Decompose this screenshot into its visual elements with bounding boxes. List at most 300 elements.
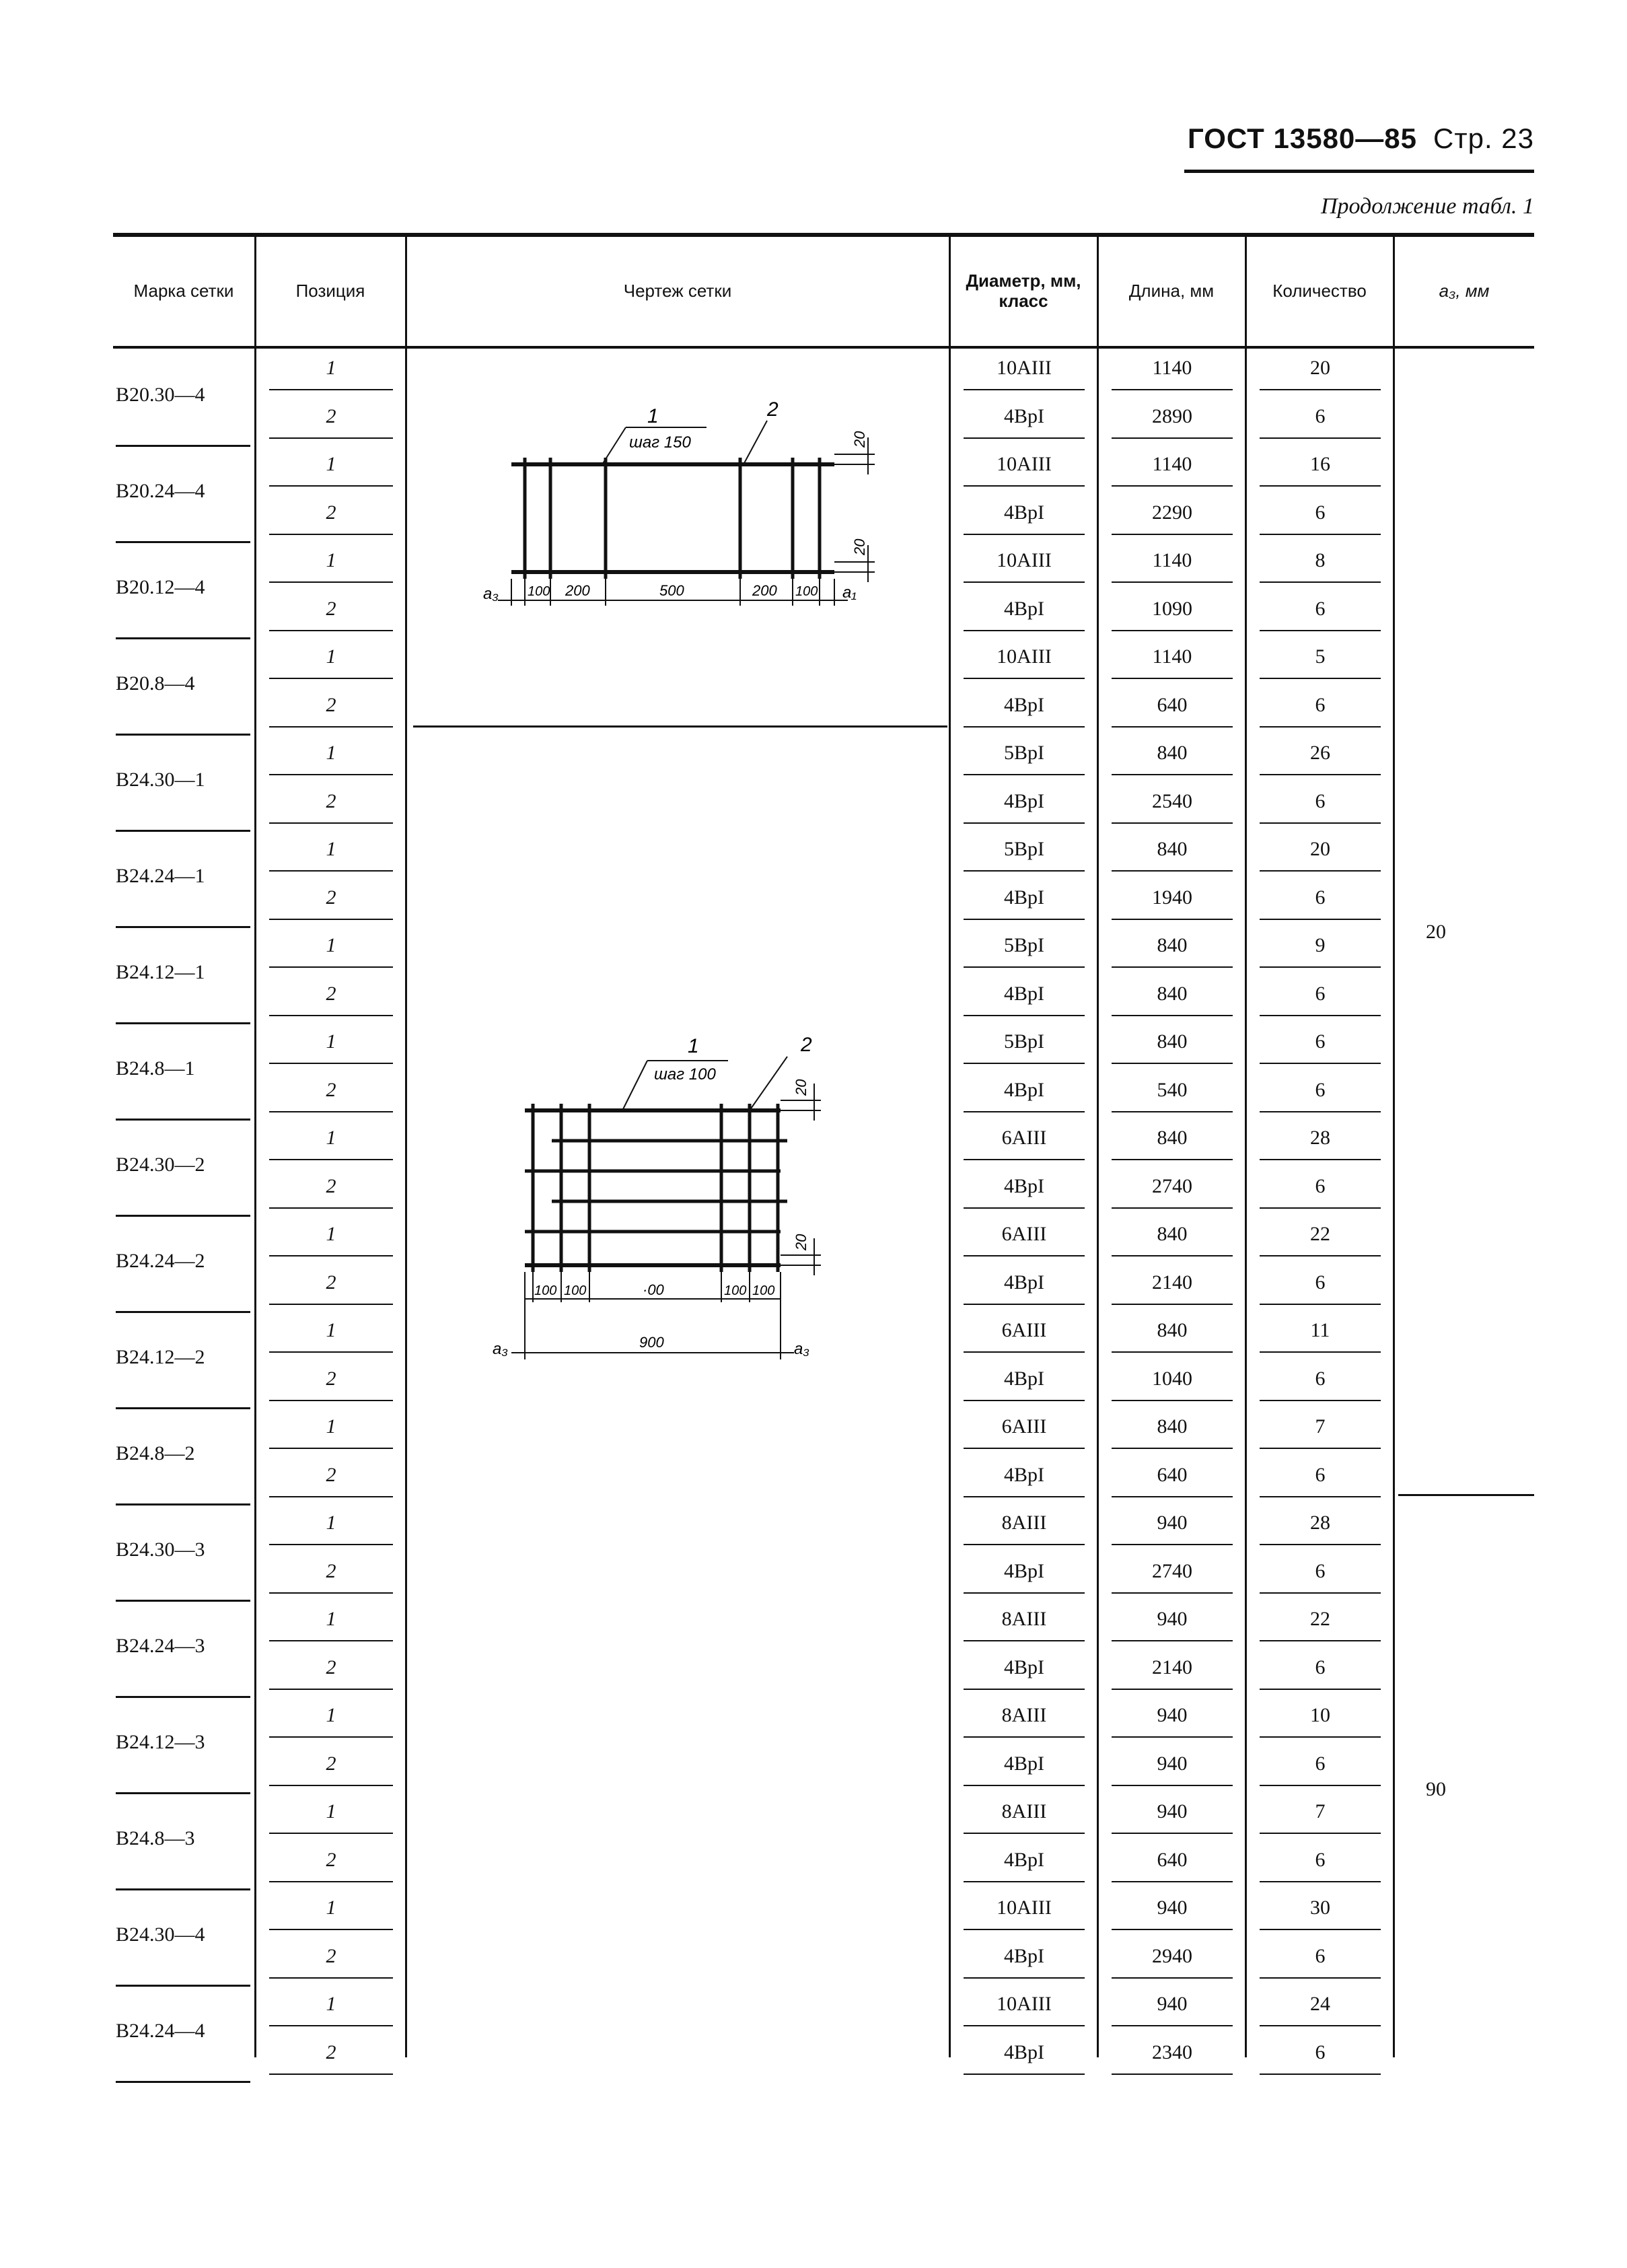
position-cell: 2 bbox=[326, 982, 336, 1005]
cell-underline bbox=[269, 966, 393, 968]
col-header-a3: a₃, мм bbox=[1439, 281, 1490, 302]
mark-divider bbox=[116, 541, 250, 543]
quantity-cell: 6 bbox=[1315, 789, 1326, 812]
position-cell: 1 bbox=[326, 549, 336, 571]
cell-underline bbox=[1112, 1255, 1233, 1256]
cell-underline bbox=[1112, 1063, 1233, 1064]
diameter-cell: 4BpI bbox=[1004, 501, 1044, 524]
length-cell: 1140 bbox=[1152, 453, 1192, 475]
table-continuation-note: Продолжение табл. 1 bbox=[1320, 194, 1534, 219]
a3-section-divider bbox=[1398, 1494, 1534, 1496]
cell-underline bbox=[269, 1063, 393, 1064]
cell-underline bbox=[964, 1785, 1085, 1786]
position-cell: 1 bbox=[326, 1512, 336, 1534]
position-cell: 1 bbox=[326, 1800, 336, 1822]
position-cell: 1 bbox=[326, 742, 336, 764]
drawing2-step: шаг 100 bbox=[654, 1065, 716, 1084]
position-cell: 2 bbox=[326, 789, 336, 812]
cell-underline bbox=[1112, 437, 1233, 439]
drawing2-dim-4: 100 bbox=[752, 1283, 775, 1298]
position-cell: 2 bbox=[326, 404, 336, 427]
mesh-mark: В20.8—4 bbox=[116, 672, 195, 695]
quantity-cell: 6 bbox=[1315, 1848, 1326, 1871]
cell-underline bbox=[1112, 1015, 1233, 1016]
cell-underline bbox=[1260, 1111, 1381, 1112]
cell-underline bbox=[269, 1881, 393, 1882]
cell-underline bbox=[964, 919, 1085, 920]
cell-underline bbox=[269, 2074, 393, 2075]
length-cell: 2290 bbox=[1152, 501, 1192, 524]
length-cell: 2140 bbox=[1152, 1656, 1192, 1678]
length-cell: 540 bbox=[1157, 1078, 1188, 1101]
cell-underline bbox=[1112, 1929, 1233, 1930]
cell-underline bbox=[964, 1592, 1085, 1594]
quantity-cell: 24 bbox=[1310, 1993, 1330, 2015]
column-divider bbox=[1097, 237, 1099, 2057]
mark-divider bbox=[116, 1503, 250, 1505]
cell-underline bbox=[1260, 1592, 1381, 1594]
quantity-cell: 7 bbox=[1315, 1800, 1326, 1822]
mesh-mark: В24.24—3 bbox=[116, 1635, 205, 1657]
page-number: Стр. 23 bbox=[1433, 122, 1534, 154]
quantity-cell: 6 bbox=[1315, 1656, 1326, 1678]
length-cell: 640 bbox=[1157, 1848, 1188, 1871]
length-cell: 2140 bbox=[1152, 1271, 1192, 1294]
cell-underline bbox=[964, 678, 1085, 679]
cell-underline bbox=[1112, 1689, 1233, 1690]
drawing1-step: шаг 150 bbox=[629, 433, 691, 452]
length-cell: 940 bbox=[1157, 1512, 1188, 1534]
drawing2-dim-bottom: 20 bbox=[793, 1234, 809, 1250]
cell-underline bbox=[1112, 389, 1233, 390]
drawing1-dim-bottom: 20 bbox=[851, 538, 868, 555]
quantity-cell: 6 bbox=[1315, 886, 1326, 909]
cell-underline bbox=[1260, 437, 1381, 439]
position-cell: 2 bbox=[326, 1463, 336, 1486]
cell-underline bbox=[964, 630, 1085, 631]
mesh-mark: В24.8—3 bbox=[116, 1827, 195, 1849]
length-cell: 2890 bbox=[1152, 404, 1192, 427]
diameter-cell: 4BpI bbox=[1004, 1848, 1044, 1871]
cell-underline bbox=[1260, 1400, 1381, 1401]
col-header-quantity: Количество bbox=[1272, 281, 1367, 302]
diameter-cell: 4BpI bbox=[1004, 404, 1044, 427]
drawing1-a-right: a₁ bbox=[842, 583, 857, 602]
cell-underline bbox=[1112, 630, 1233, 631]
diameter-cell: 4BpI bbox=[1004, 1944, 1044, 1967]
length-cell: 2740 bbox=[1152, 1174, 1192, 1197]
cell-underline bbox=[269, 1785, 393, 1786]
cell-underline bbox=[964, 581, 1085, 583]
mesh-mark: В24.30—3 bbox=[116, 1538, 205, 1561]
position-cell: 2 bbox=[326, 1848, 336, 1871]
gost-number: ГОСТ 13580—85 bbox=[1187, 122, 1418, 154]
diameter-cell: 4BpI bbox=[1004, 1463, 1044, 1486]
diameter-cell: 6AIII bbox=[1001, 1223, 1047, 1245]
cell-underline bbox=[964, 1255, 1085, 1256]
length-cell: 840 bbox=[1157, 1127, 1188, 1149]
mesh-mark: В24.24—4 bbox=[116, 2020, 205, 2042]
quantity-cell: 6 bbox=[1315, 1559, 1326, 1582]
quantity-cell: 16 bbox=[1310, 453, 1330, 475]
position-cell: 1 bbox=[326, 1608, 336, 1630]
position-cell: 2 bbox=[326, 1656, 336, 1678]
column-divider bbox=[254, 237, 256, 2057]
length-cell: 1940 bbox=[1152, 886, 1192, 909]
a3-value-lower: 90 bbox=[1426, 1778, 1446, 1800]
cell-underline bbox=[1112, 774, 1233, 775]
col-header-mark: Марка сетки bbox=[133, 281, 234, 302]
cell-underline bbox=[1260, 581, 1381, 583]
quantity-cell: 6 bbox=[1315, 1271, 1326, 1294]
length-cell: 940 bbox=[1157, 1752, 1188, 1775]
cell-underline bbox=[1260, 1207, 1381, 1209]
cell-underline bbox=[1112, 1736, 1233, 1738]
diameter-cell: 5BpI bbox=[1004, 742, 1044, 764]
cell-underline bbox=[964, 1111, 1085, 1112]
diameter-cell: 6AIII bbox=[1001, 1127, 1047, 1149]
mesh-mark: В24.8—2 bbox=[116, 1442, 195, 1464]
position-cell: 1 bbox=[326, 1319, 336, 1341]
length-cell: 840 bbox=[1157, 1223, 1188, 1245]
length-cell: 2940 bbox=[1152, 1944, 1192, 1967]
cell-underline bbox=[1112, 1207, 1233, 1209]
mark-divider bbox=[116, 1119, 250, 1121]
diameter-cell: 6AIII bbox=[1001, 1319, 1047, 1341]
diameter-cell: 5BpI bbox=[1004, 934, 1044, 956]
cell-underline bbox=[964, 2074, 1085, 2075]
position-cell: 1 bbox=[326, 645, 336, 668]
quantity-cell: 5 bbox=[1315, 645, 1326, 668]
diameter-cell: 4BpI bbox=[1004, 1078, 1044, 1101]
diameter-cell: 10AIII bbox=[997, 1897, 1052, 1919]
cell-underline bbox=[1112, 1351, 1233, 1353]
cell-underline bbox=[1112, 1881, 1233, 1882]
diameter-cell: 4BpI bbox=[1004, 1752, 1044, 1775]
cell-underline bbox=[1260, 822, 1381, 824]
drawing-section-divider bbox=[413, 725, 947, 728]
position-cell: 2 bbox=[326, 1559, 336, 1582]
drawing2-dim-3: 100 bbox=[724, 1283, 747, 1298]
drawing2-dim-1: 100 bbox=[564, 1283, 587, 1298]
quantity-cell: 30 bbox=[1310, 1897, 1330, 1919]
cell-underline bbox=[964, 1977, 1085, 1979]
cell-underline bbox=[269, 437, 393, 439]
drawing1-dim-top: 20 bbox=[851, 431, 868, 448]
cell-underline bbox=[1112, 870, 1233, 872]
cell-underline bbox=[1112, 726, 1233, 728]
cell-underline bbox=[1260, 966, 1381, 968]
drawing1-label-1: 1 bbox=[647, 405, 659, 427]
diameter-cell: 10AIII bbox=[997, 549, 1052, 571]
cell-underline bbox=[964, 389, 1085, 390]
length-cell: 840 bbox=[1157, 934, 1188, 956]
length-cell: 840 bbox=[1157, 838, 1188, 860]
cell-underline bbox=[1260, 534, 1381, 535]
cell-underline bbox=[1112, 2074, 1233, 2075]
mesh-drawing-2 bbox=[471, 1009, 848, 1373]
mark-divider bbox=[116, 445, 250, 447]
cell-underline bbox=[1260, 1015, 1381, 1016]
cell-underline bbox=[964, 1833, 1085, 1834]
cell-underline bbox=[1260, 2074, 1381, 2075]
cell-underline bbox=[1112, 919, 1233, 920]
a3-value-upper: 20 bbox=[1426, 921, 1446, 943]
cell-underline bbox=[1260, 1640, 1381, 1641]
diameter-cell: 8AIII bbox=[1001, 1800, 1047, 1822]
diameter-cell: 8AIII bbox=[1001, 1608, 1047, 1630]
cell-underline bbox=[1112, 1785, 1233, 1786]
length-cell: 840 bbox=[1157, 1030, 1188, 1053]
length-cell: 840 bbox=[1157, 1319, 1188, 1341]
cell-underline bbox=[1260, 1255, 1381, 1256]
mesh-mark: В20.12—4 bbox=[116, 576, 205, 598]
cell-underline bbox=[269, 1736, 393, 1738]
cell-underline bbox=[1112, 1833, 1233, 1834]
cell-underline bbox=[964, 966, 1085, 968]
length-cell: 1140 bbox=[1152, 549, 1192, 571]
drawing1-dim-4: 100 bbox=[795, 584, 818, 599]
mesh-mark: В24.30—1 bbox=[116, 769, 205, 791]
position-cell: 1 bbox=[326, 1704, 336, 1726]
cell-underline bbox=[269, 389, 393, 390]
length-cell: 840 bbox=[1157, 982, 1188, 1005]
cell-underline bbox=[1112, 1977, 1233, 1979]
cell-underline bbox=[964, 1640, 1085, 1641]
cell-underline bbox=[1260, 678, 1381, 679]
length-cell: 2540 bbox=[1152, 789, 1192, 812]
cell-underline bbox=[964, 534, 1085, 535]
position-cell: 2 bbox=[326, 1271, 336, 1294]
quantity-cell: 28 bbox=[1310, 1512, 1330, 1534]
cell-underline bbox=[1260, 2025, 1381, 2026]
diameter-cell: 4BpI bbox=[1004, 597, 1044, 620]
col-header-position: Позиция bbox=[295, 281, 365, 302]
length-cell: 1040 bbox=[1152, 1367, 1192, 1390]
mark-divider bbox=[116, 1407, 250, 1409]
length-cell: 940 bbox=[1157, 1704, 1188, 1726]
cell-underline bbox=[1260, 1736, 1381, 1738]
cell-underline bbox=[1112, 1159, 1233, 1160]
diameter-cell: 10AIII bbox=[997, 645, 1052, 668]
position-cell: 1 bbox=[326, 934, 336, 956]
column-divider bbox=[949, 237, 951, 2057]
cell-underline bbox=[269, 1351, 393, 1353]
cell-underline bbox=[1260, 485, 1381, 487]
mark-divider bbox=[116, 830, 250, 832]
cell-underline bbox=[964, 1496, 1085, 1497]
cell-underline bbox=[269, 1929, 393, 1930]
quantity-cell: 8 bbox=[1315, 549, 1326, 571]
diameter-cell: 5BpI bbox=[1004, 838, 1044, 860]
cell-underline bbox=[1260, 1689, 1381, 1690]
mark-divider bbox=[116, 926, 250, 928]
cell-underline bbox=[269, 485, 393, 487]
drawing2-dim-0: 100 bbox=[534, 1283, 557, 1298]
cell-underline bbox=[269, 1111, 393, 1112]
cell-underline bbox=[1260, 1785, 1381, 1786]
quantity-cell: 6 bbox=[1315, 1174, 1326, 1197]
drawing1-dim-2: 500 bbox=[659, 582, 684, 599]
cell-underline bbox=[964, 1159, 1085, 1160]
mesh-mark: В24.30—2 bbox=[116, 1154, 205, 1176]
diameter-cell: 10AIII bbox=[997, 357, 1052, 379]
position-cell: 1 bbox=[326, 1030, 336, 1053]
cell-underline bbox=[1260, 1929, 1381, 1930]
position-cell: 2 bbox=[326, 501, 336, 524]
diameter-cell: 4BpI bbox=[1004, 1656, 1044, 1678]
mesh-mark: В20.30—4 bbox=[116, 384, 205, 406]
mesh-mark: В24.24—1 bbox=[116, 865, 205, 887]
length-cell: 2340 bbox=[1152, 2041, 1192, 2063]
cell-underline bbox=[964, 1063, 1085, 1064]
cell-underline bbox=[1112, 822, 1233, 824]
mark-divider bbox=[116, 1696, 250, 1698]
cell-underline bbox=[1112, 1544, 1233, 1545]
cell-underline bbox=[269, 870, 393, 872]
cell-underline bbox=[1112, 966, 1233, 968]
cell-underline bbox=[269, 1544, 393, 1545]
cell-underline bbox=[964, 1736, 1085, 1738]
mesh-mark: В24.12—3 bbox=[116, 1731, 205, 1753]
cell-underline bbox=[269, 581, 393, 583]
cell-underline bbox=[269, 678, 393, 679]
cell-underline bbox=[269, 1833, 393, 1834]
column-divider bbox=[405, 237, 407, 2057]
column-divider bbox=[1245, 237, 1247, 2057]
drawing2-a-right: a₃ bbox=[794, 1340, 809, 1358]
position-cell: 1 bbox=[326, 1897, 336, 1919]
cell-underline bbox=[269, 1015, 393, 1016]
drawing1-dim-1: 200 bbox=[565, 582, 590, 599]
diameter-cell: 4BpI bbox=[1004, 886, 1044, 909]
cell-underline bbox=[1112, 678, 1233, 679]
length-cell: 1140 bbox=[1152, 357, 1192, 379]
diameter-cell: 4BpI bbox=[1004, 1559, 1044, 1582]
cell-underline bbox=[269, 1255, 393, 1256]
length-cell: 640 bbox=[1157, 693, 1188, 716]
position-cell: 2 bbox=[326, 1174, 336, 1197]
diameter-cell: 4BpI bbox=[1004, 982, 1044, 1005]
quantity-cell: 6 bbox=[1315, 1367, 1326, 1390]
diameter-cell: 4BpI bbox=[1004, 1367, 1044, 1390]
drawing1-a-left: a₃ bbox=[483, 585, 499, 603]
position-cell: 2 bbox=[326, 1944, 336, 1967]
cell-underline bbox=[269, 1496, 393, 1497]
cell-underline bbox=[964, 1689, 1085, 1690]
cell-underline bbox=[1260, 1977, 1381, 1979]
cell-underline bbox=[269, 1689, 393, 1690]
drawing2-a-left: a₃ bbox=[493, 1340, 508, 1358]
cell-underline bbox=[964, 726, 1085, 728]
position-cell: 1 bbox=[326, 453, 336, 475]
cell-underline bbox=[1112, 1496, 1233, 1497]
cell-underline bbox=[1260, 1833, 1381, 1834]
cell-underline bbox=[269, 919, 393, 920]
cell-underline bbox=[269, 534, 393, 535]
quantity-cell: 6 bbox=[1315, 501, 1326, 524]
cell-underline bbox=[1260, 1496, 1381, 1497]
diameter-cell: 6AIII bbox=[1001, 1415, 1047, 1438]
cell-underline bbox=[1260, 1159, 1381, 1160]
cell-underline bbox=[1260, 630, 1381, 631]
cell-underline bbox=[1260, 870, 1381, 872]
cell-underline bbox=[1112, 2025, 1233, 2026]
cell-underline bbox=[269, 726, 393, 728]
mark-divider bbox=[116, 1792, 250, 1794]
cell-underline bbox=[1112, 534, 1233, 535]
quantity-cell: 6 bbox=[1315, 597, 1326, 620]
drawing2-dim-2: ·00 bbox=[643, 1281, 664, 1298]
quantity-cell: 6 bbox=[1315, 1463, 1326, 1486]
length-cell: 2740 bbox=[1152, 1559, 1192, 1582]
cell-underline bbox=[269, 1207, 393, 1209]
cell-underline bbox=[964, 1881, 1085, 1882]
diameter-cell: 4BpI bbox=[1004, 1174, 1044, 1197]
cell-underline bbox=[1112, 1111, 1233, 1112]
cell-underline bbox=[269, 1592, 393, 1594]
cell-underline bbox=[1260, 1351, 1381, 1353]
cell-underline bbox=[1112, 485, 1233, 487]
cell-underline bbox=[1112, 581, 1233, 583]
quantity-cell: 7 bbox=[1315, 1415, 1326, 1438]
position-cell: 2 bbox=[326, 1078, 336, 1101]
diameter-cell: 4BpI bbox=[1004, 789, 1044, 812]
cell-underline bbox=[964, 870, 1085, 872]
length-cell: 940 bbox=[1157, 1993, 1188, 2015]
mark-divider bbox=[116, 637, 250, 639]
cell-underline bbox=[1260, 1544, 1381, 1545]
quantity-cell: 6 bbox=[1315, 982, 1326, 1005]
quantity-cell: 22 bbox=[1310, 1223, 1330, 1245]
position-cell: 1 bbox=[326, 838, 336, 860]
mesh-mark: В24.8—1 bbox=[116, 1057, 195, 1079]
cell-underline bbox=[964, 822, 1085, 824]
position-cell: 2 bbox=[326, 1752, 336, 1775]
mesh-mark: В20.24—4 bbox=[116, 480, 205, 502]
cell-underline bbox=[1112, 1304, 1233, 1305]
length-cell: 940 bbox=[1157, 1897, 1188, 1919]
cell-underline bbox=[1260, 1448, 1381, 1449]
page-header bbox=[1184, 122, 1534, 173]
quantity-cell: 22 bbox=[1310, 1608, 1330, 1630]
mesh-mark: В24.30—4 bbox=[116, 1923, 205, 1946]
position-cell: 2 bbox=[326, 1367, 336, 1390]
cell-underline bbox=[1260, 1881, 1381, 1882]
position-cell: 1 bbox=[326, 357, 336, 379]
position-cell: 1 bbox=[326, 1993, 336, 2015]
drawing1-dim-3: 200 bbox=[752, 582, 777, 599]
mark-divider bbox=[116, 2081, 250, 2083]
quantity-cell: 6 bbox=[1315, 1030, 1326, 1053]
mesh-drawing-1 bbox=[471, 377, 902, 633]
drawing2-dim-top: 20 bbox=[793, 1079, 809, 1096]
mesh-mark: В24.12—1 bbox=[116, 961, 205, 983]
drawing1-dim-0: 100 bbox=[528, 584, 550, 599]
cell-underline bbox=[964, 774, 1085, 775]
quantity-cell: 20 bbox=[1310, 838, 1330, 860]
diameter-cell: 4BpI bbox=[1004, 693, 1044, 716]
cell-underline bbox=[1260, 1063, 1381, 1064]
cell-underline bbox=[269, 1977, 393, 1979]
cell-underline bbox=[964, 1448, 1085, 1449]
quantity-cell: 6 bbox=[1315, 1944, 1326, 1967]
cell-underline bbox=[964, 1015, 1085, 1016]
position-cell: 2 bbox=[326, 597, 336, 620]
col-header-diameter: Диаметр, мм, класс bbox=[966, 271, 1081, 311]
drawing2-total: 900 bbox=[639, 1334, 664, 1351]
cell-underline bbox=[964, 1351, 1085, 1353]
